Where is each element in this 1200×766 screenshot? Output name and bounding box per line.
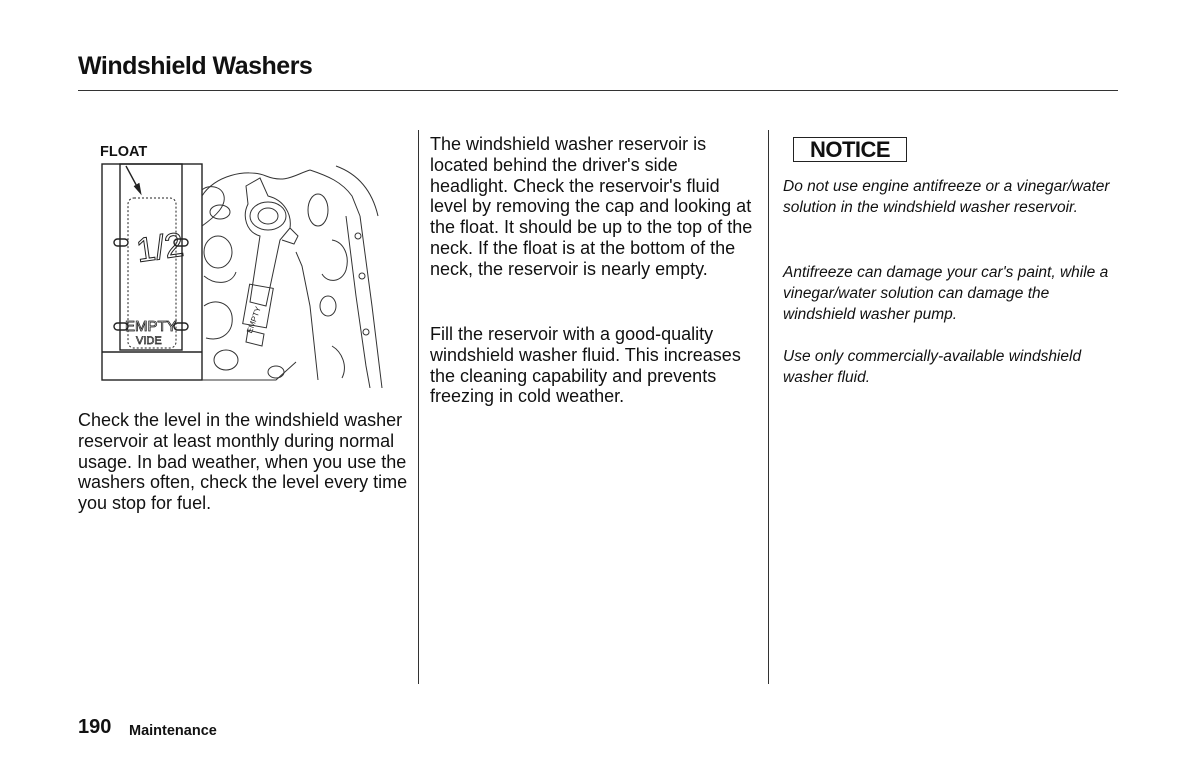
middle-column-paragraph-2: Fill the reservoir with a good-quality windshield washer fluid. This increases the cleaning capability and prevents freezing in cold weather. bbox=[430, 324, 741, 407]
notice-paragraph-3: Use only commercially-available windshield washer fluid. bbox=[783, 348, 1082, 386]
float-callout-label: FLOAT bbox=[100, 144, 148, 160]
washer-reservoir-illustration bbox=[96, 156, 386, 388]
tube-empty-mark: EMPTY bbox=[245, 305, 263, 335]
gauge-panel bbox=[102, 164, 202, 380]
title-divider bbox=[78, 90, 1118, 91]
gauge-empty-mark: EMPTY bbox=[125, 318, 177, 335]
middle-column-paragraph-1: The windshield washer reservoir is located behind the driver's side headlight. Check the reservoir's fluid level by removing the cap and looking at the float. It should be up to the top of the neck. If the float is at the bottom of the neck, the reservoir is nearly empty. bbox=[430, 134, 753, 279]
column-divider-left bbox=[418, 130, 419, 684]
gauge-vide-mark: VIDE bbox=[136, 335, 162, 347]
left-column-paragraph: Check the level in the windshield washer reservoir at least monthly during normal usage. In bad weather, when you use the washers often, check the level every time you stop for fuel. bbox=[78, 410, 408, 514]
page-title: Windshield Washers bbox=[78, 52, 313, 80]
section-name: Maintenance bbox=[129, 723, 217, 739]
gauge-half-mark: 1/2 bbox=[133, 225, 187, 271]
notice-paragraph-1: Do not use engine antifreeze or a vinegar/water solution in the windshield washer reservoir. bbox=[783, 178, 1110, 216]
notice-box bbox=[793, 137, 907, 162]
page-number: 190 bbox=[78, 716, 112, 738]
reservoir-neck bbox=[245, 178, 290, 306]
notice-title: NOTICE bbox=[809, 137, 891, 162]
column-divider-right bbox=[768, 130, 769, 684]
notice-paragraph-2: Antifreeze can damage your car's paint, while a vinegar/water solution can damage the windshield washer pump. bbox=[783, 264, 1109, 323]
